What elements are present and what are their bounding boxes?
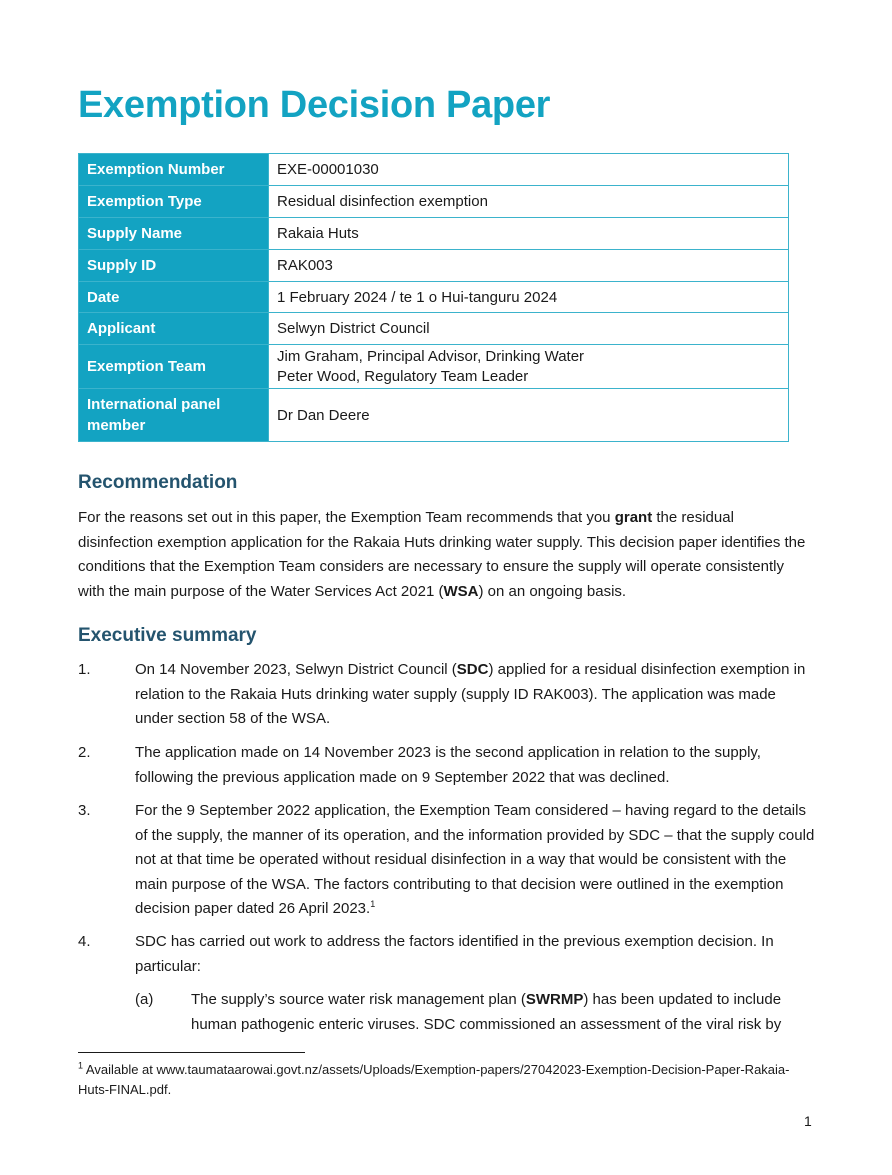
recommendation-paragraph xyxy=(78,506,813,604)
footnote-text[interactable]: Available at www.taumataarowai.govt.nz/assets/Uploads/Exemption-papers/27042023-Exemption-Decision-Paper-Rakaia-Huts-FINAL.pdf. xyxy=(78,1062,790,1097)
exemption-details-table xyxy=(78,153,789,442)
bold-text: SDC xyxy=(456,661,489,678)
text-span: the residual disinfection exemption application for the Rakaia Huts drinking water supply. This decision paper identifies the conditions that the Exemption Team considers are necessary to ensure the supply will operate consistently with the main purpose of the Water Services Act 2021 ( xyxy=(78,509,806,600)
table-row xyxy=(79,186,789,218)
table-row xyxy=(79,250,789,282)
footnote-divider xyxy=(78,1052,305,1053)
bold-text: WSA xyxy=(443,582,479,600)
row-label: Exemption Team xyxy=(79,345,269,389)
text-span: ) applied for a residual disinfection exemption in relation to the Rakaia Huts drinking water supply (supply ID RAK003). The application was made under section 58 of the WSA. xyxy=(135,661,806,727)
text-span: ) on an ongoing basis. xyxy=(478,582,627,600)
footnote-marker: 1 xyxy=(78,1060,84,1071)
text-span: For the 9 September 2022 application, the Exemption Team considered – having regard to the details of the supply, the manner of its operation, and the information provided by SDC – that the supply could not at that time be operated without residual disinfection in a way that would be consistent with the main purpose of the WSA. The factors contributing to that decision were outlined in the exemption decision paper dated 26 April 2023. xyxy=(135,802,815,917)
page-number: 1 xyxy=(804,1113,812,1129)
table-row xyxy=(79,389,789,442)
item-number: 3. xyxy=(78,802,91,819)
row-value xyxy=(269,345,789,389)
row-label: Exemption Type xyxy=(79,186,269,218)
item-text xyxy=(191,988,813,1037)
value-line: Peter Wood, Regulatory Team Leader xyxy=(277,367,529,385)
row-value xyxy=(269,186,789,218)
page-title: Exemption Decision Paper xyxy=(78,84,551,126)
item-text: The application made on 14 November 2023 is the second application in relation to the supply, following the previous application made on 9 September 2022 that was declined. xyxy=(135,744,761,786)
row-label: Date xyxy=(79,282,269,313)
footnote xyxy=(78,1060,798,1100)
row-label: Exemption Number xyxy=(79,154,269,186)
bold-text: grant xyxy=(614,509,653,526)
value-line: Rakaia Huts xyxy=(277,225,359,242)
footnote-ref[interactable]: 1 xyxy=(370,899,376,909)
value-line: EXE-00001030 xyxy=(277,161,379,178)
value-line: Selwyn District Council xyxy=(277,320,430,337)
table-row xyxy=(79,345,789,389)
table-row xyxy=(79,313,789,345)
text-span: For the reasons set out in this paper, the Exemption Team recommends that you xyxy=(78,509,615,526)
text-span: The supply’s source water risk management plan ( xyxy=(191,991,526,1008)
recommendation-heading: Recommendation xyxy=(78,472,238,493)
row-value xyxy=(269,218,789,250)
bold-text: SWRMP xyxy=(525,991,584,1008)
text-span: ) has been updated to include human pathogenic enteric viruses. SDC commissioned an assessment of the viral risk by xyxy=(191,991,782,1033)
row-value xyxy=(269,313,789,345)
item-number: (a) xyxy=(135,991,154,1008)
item-number: 1. xyxy=(78,661,91,678)
table-row xyxy=(79,154,789,186)
table-row xyxy=(79,218,789,250)
item-number: 2. xyxy=(78,744,91,761)
text-span: On 14 November 2023, Selwyn District Council ( xyxy=(135,661,457,678)
table-row xyxy=(79,282,789,313)
row-label: Supply Name xyxy=(79,218,269,250)
row-label: International panel member xyxy=(79,389,269,442)
value-line: Jim Graham, Principal Advisor, Drinking Water xyxy=(277,347,585,365)
item-number: 4. xyxy=(78,933,91,950)
row-value xyxy=(269,282,789,313)
row-label: Supply ID xyxy=(79,250,269,282)
item-text xyxy=(135,799,815,922)
value-line: Dr Dan Deere xyxy=(277,406,370,424)
item-text xyxy=(135,658,815,732)
executive-summary-heading: Executive summary xyxy=(78,625,257,646)
value-line: 1 February 2024 / te 1 o Hui-tanguru 2024 xyxy=(277,288,558,306)
row-value xyxy=(269,389,789,442)
value-line: RAK003 xyxy=(277,257,333,274)
item-text: SDC has carried out work to address the factors identified in the previous exemption decision. In particular: xyxy=(135,933,774,975)
row-value xyxy=(269,154,789,186)
value-line: Residual disinfection exemption xyxy=(277,193,488,210)
row-label: Applicant xyxy=(79,313,269,345)
row-value xyxy=(269,250,789,282)
